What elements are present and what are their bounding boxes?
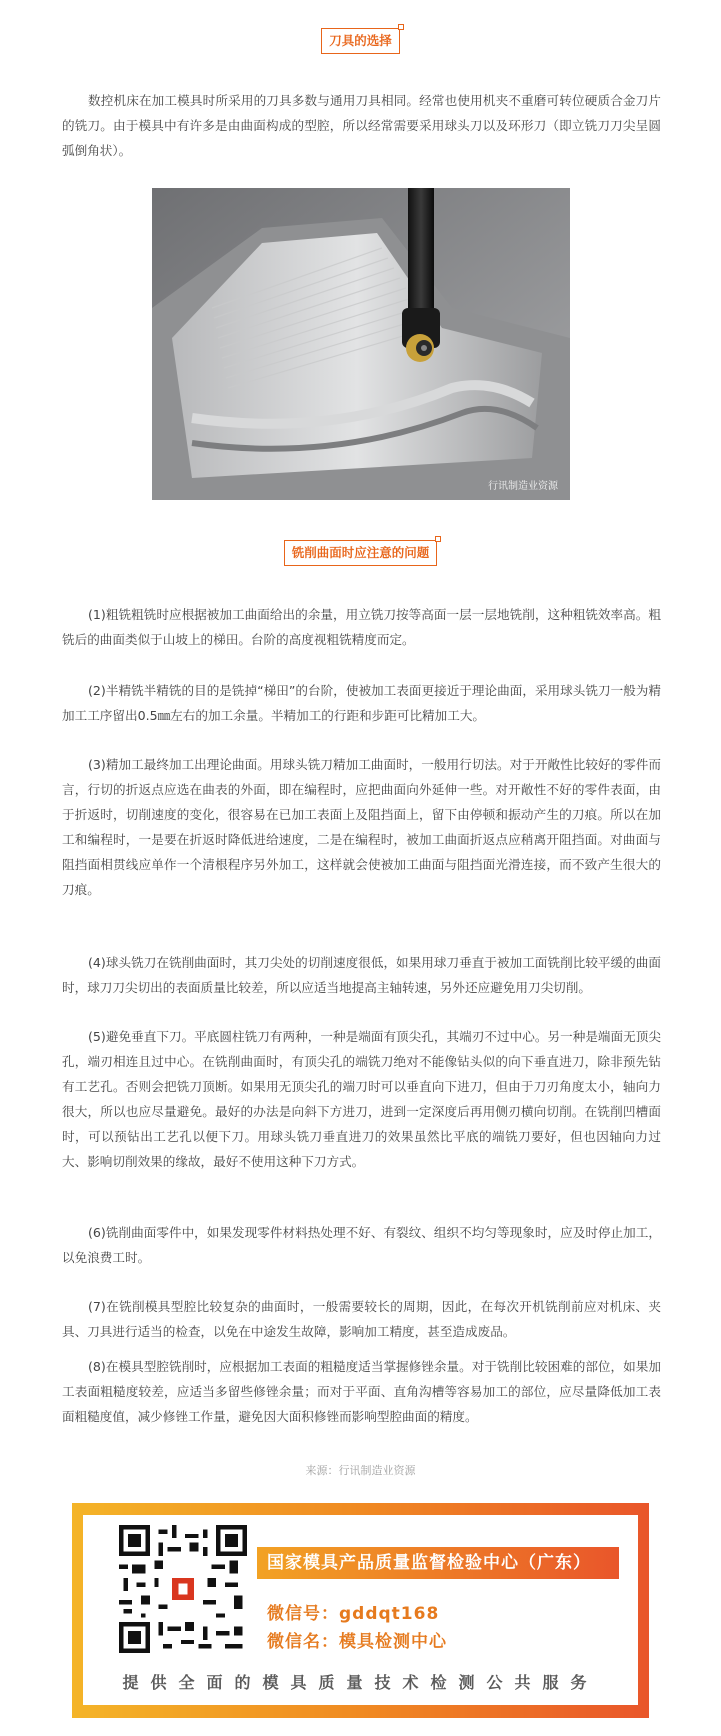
note-paragraph: (6)铣削曲面零件中，如果发现零件材料热处理不好、有裂纹、组织不均匀等现象时，应及时停止加工，以免浪费工时。 <box>62 1225 661 1265</box>
note-paragraph: (1)粗铣粗铣时应根据被加工曲面给出的余量，用立铣刀按等高面一层一层地铣削，这种粗铣效率高。粗铣后的曲面类似于山坡上的梯田。台阶的高度视粗铣精度而定。 <box>62 607 661 647</box>
section-title: 刀具的选择 <box>329 33 392 48</box>
intro-paragraph: 数控机床在加工模具时所采用的刀具多数与通用刀具相同。经常也使用机夹不重磨可转位硬质合金刀片的铣刀。由于模具中有许多是由曲面构成的型腔，所以经常需要采用球头刀以及环形刀（即立铣刀刀尖呈圆弧倒角状）。 <box>62 93 661 158</box>
machining-photo <box>152 188 570 500</box>
source-credit: 来源：行讯制造业资源 <box>305 1464 416 1477</box>
qr-code-icon[interactable] <box>119 1525 247 1653</box>
note-paragraph: (4)球头铣刀在铣削曲面时，其刀尖处的切削速度很低，如果用球刀垂直于被加工面铣削比较平缓的曲面时，球刀刀尖切出的表面质量比较差，所以应适当地提高主轴转速，另外还应避免用刀尖切削。 <box>62 955 661 995</box>
corner-decoration <box>435 536 441 542</box>
note-paragraph: (8)在模具型腔铣削时，应根据加工表面的粗糙度适当掌握修锉余量。对于铣削比较困难的部位，如果加工表面粗糙度较差，应适当多留些修锉余量；而对于平面、直角沟槽等容易加工的部位，应尽量降低加工表面粗糙度值，减少修锉工作量，避免因大面积修锉而影响型腔曲面的精度。 <box>62 1359 661 1424</box>
note-paragraph: (5)避免垂直下刀。平底圆柱铣刀有两种，一种是端面有顶尖孔，其端刃不过中心。另一种是端面无顶尖孔，端刃相连且过中心。在铣削曲面时，有顶尖孔的端铣刀绝对不能像钻头似的向下垂直进刀，除非预先钻有工艺孔。否则会把铣刀顶断。如果用无顶尖孔的端刀时可以垂直向下进刀，但由于刀刃角度太小，轴向力很大，所以也应尽量避免。最好的办法是向斜下方进刀，进到一定深度后再用侧刃横向切削。在铣削凹槽面时，可以预钻出工艺孔以便下刀。用球头铣刀垂直进刀的效果虽然比平底的端铣刀要好，但也因轴向力过大、影响切削效果的缘故，最好不使用这种下刀方式。 <box>62 1029 661 1169</box>
wechat-name: 微信名：模具检测中心 <box>267 1632 447 1652</box>
center-name-bar: 国家模具产品质量监督检验中心（广东） <box>257 1547 619 1579</box>
section-heading-tool-selection <box>0 28 721 54</box>
note-paragraph: (7)在铣削模具型腔比较复杂的曲面时，一般需要较长的周期，因此，在每次开机铣削前应对机床、夹具、刀具进行适当的检查，以免在中途发生故障，影响加工精度，甚至造成废品。 <box>62 1299 661 1339</box>
service-slogan: 提供全面的模具质量技术检测公共服务 <box>122 1673 599 1692</box>
wechat-id: 微信号：gddqt168 <box>267 1604 440 1624</box>
corner-decoration <box>398 24 404 30</box>
promo-banner <box>72 1503 649 1718</box>
section-heading-milling-notes <box>0 540 721 566</box>
note-paragraph: (2)半精铣半精铣的目的是铣掉“梯田”的台阶，使被加工表面更接近于理论曲面，采用球头铣刀一般为精加工工序留出0.5㎜左右的加工余量。半精加工的行距和步距可比精加工大。 <box>62 683 661 723</box>
section-title: 铣削曲面时应注意的问题 <box>291 545 430 560</box>
photo-watermark: 行讯制造业资源 <box>488 481 558 492</box>
milling-illustration <box>152 188 570 500</box>
note-paragraph: (3)精加工最终加工出理论曲面。用球头铣刀精加工曲面时，一般用行切法。对于开敞性比较好的零件而言，行切的折返点应选在曲表的外面，即在编程时，应把曲面向外延伸一些。对开敞性不好的零件表面，由于折返时，切削速度的变化，很容易在已加工表面上及阻挡面上，留下由停顿和振动产生的刀痕。所以在加工和编程时，一是要在折返时降低进给速度，二是在编程时，被加工曲面折返点应稍离开阻挡面。对曲面与阻挡面相贯线应单作一个清根程序另外加工，这样就会使被加工曲面与阻挡面光滑连接，而不致产生很大的刀痕。 <box>62 757 661 897</box>
